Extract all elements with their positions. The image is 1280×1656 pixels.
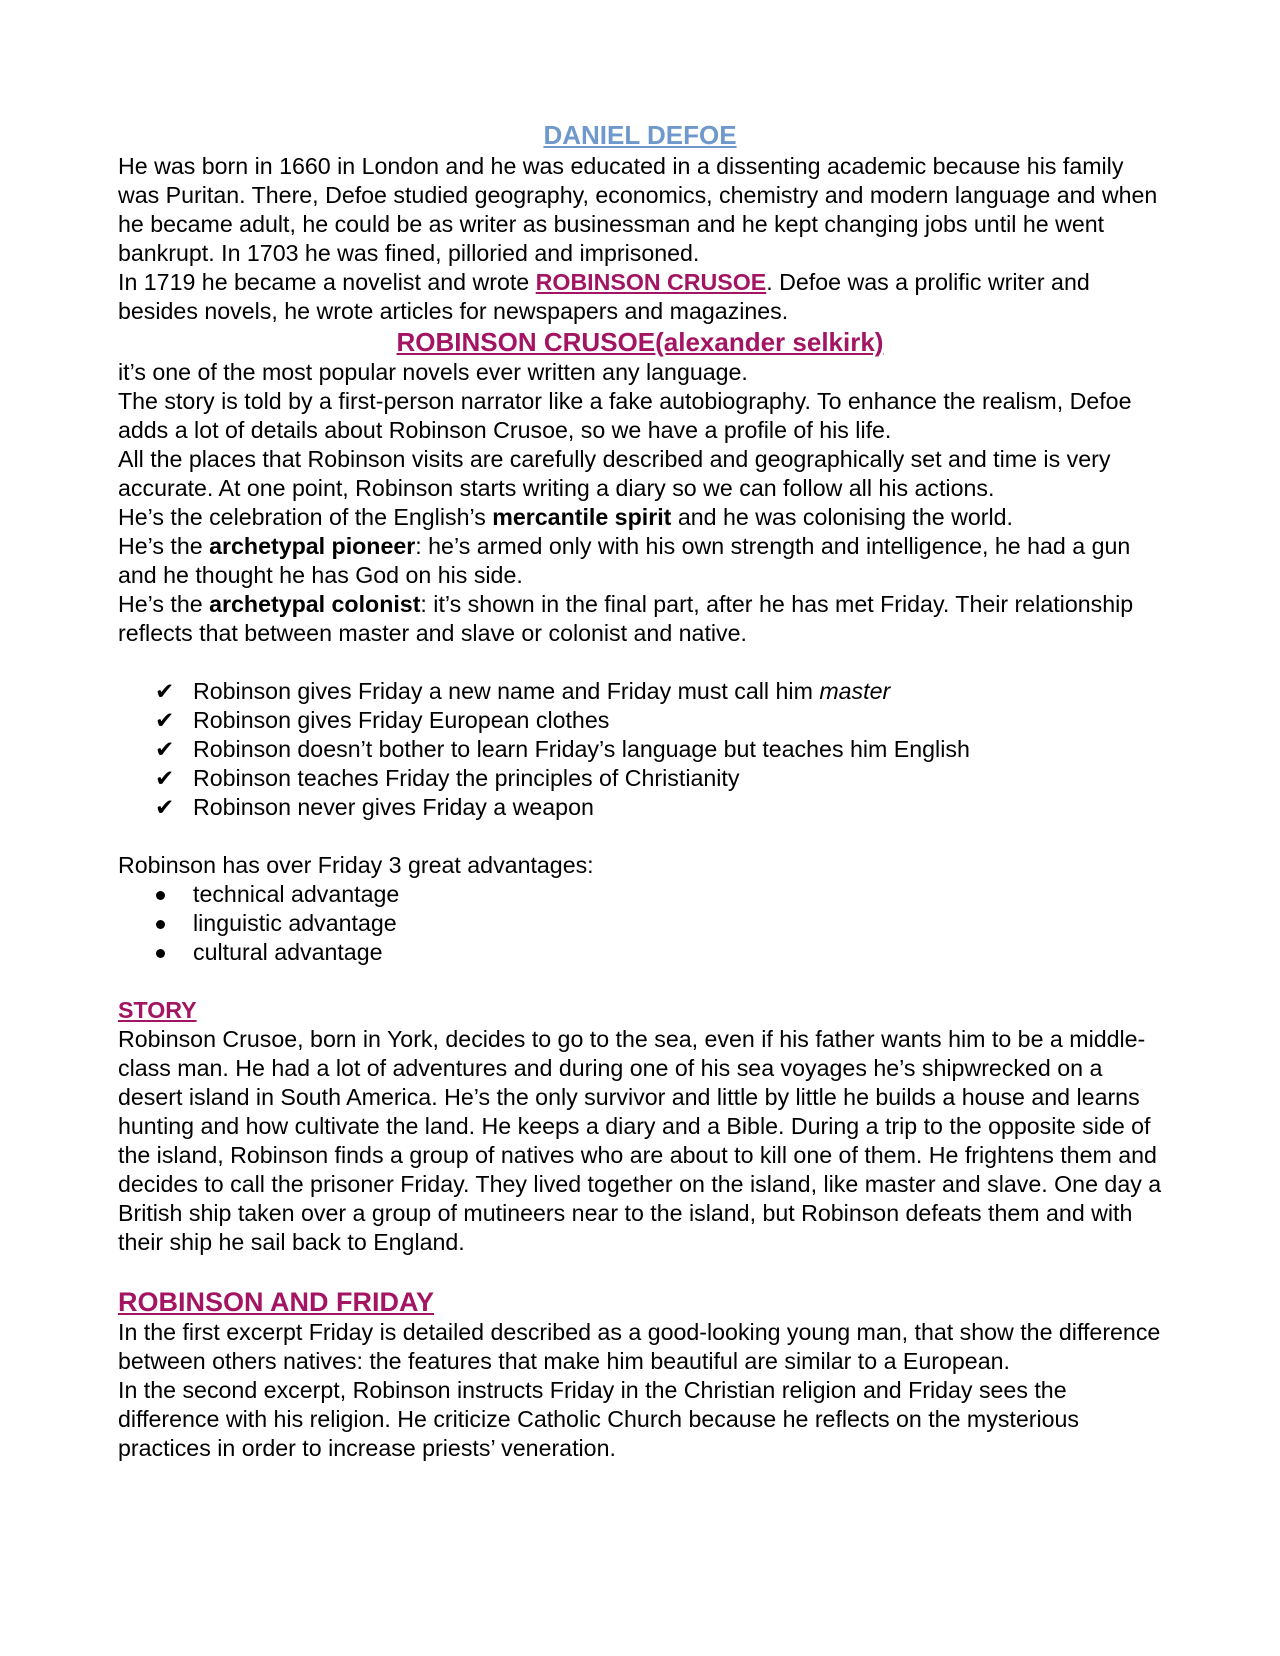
mercantile-spirit-term: mercantile spirit — [492, 504, 672, 530]
checkmark-icon: ✔ — [155, 736, 175, 762]
bullet-icon — [156, 920, 165, 929]
novel-paragraph-5: He’s the archetypal pioneer: he’s armed only with his own strength and intelligence, he had a gun and he thought he has God on his side. — [118, 533, 1131, 588]
advantages-intro: Robinson has over Friday 3 great advantages: — [118, 852, 594, 878]
friday-paragraph-2: In the second excerpt, Robinson instructs Friday in the Christian religion and Friday sees the difference with his religion. He criticize Catholic Church because he reflects on the mysterious practices in order to increase priests’ veneration. — [118, 1377, 1080, 1461]
robinson-crusoe-link[interactable]: ROBINSON CRUSOE — [535, 269, 767, 295]
novel-paragraph-3: All the places that Robinson visits are carefully described and geographically set and time is very accurate. At one point, Robinson starts writing a diary so we can follow all his actions. — [118, 446, 1111, 501]
list-item: ✔ Robinson doesn’t bother to learn Friday’s language but teaches him English — [155, 736, 970, 762]
list-item: technical advantage — [118, 880, 1162, 909]
page-title: DANIEL DEFOE — [543, 120, 737, 150]
spacer — [118, 822, 1162, 851]
archetypal-colonist-term: archetypal colonist — [209, 591, 421, 617]
list-item: linguistic advantage — [118, 909, 1162, 938]
checkmark-icon: ✔ — [155, 678, 175, 704]
list-item: ✔ Robinson gives Friday European clothes — [155, 707, 610, 733]
checkmark-icon: ✔ — [155, 794, 175, 820]
spacer — [118, 1257, 1162, 1286]
robinson-friday-heading: ROBINSON AND FRIDAY — [118, 1287, 435, 1317]
list-item: ✔ Robinson never gives Friday a weapon — [155, 794, 594, 820]
bio-paragraph-2: In 1719 he became a novelist and wrote ROBINSON CRUSOE. Defoe was a prolific writer and besides novels, he wrote articles for newspapers and magazines. — [118, 269, 1090, 324]
story-heading: STORY — [118, 997, 197, 1023]
advantages-list — [118, 880, 1162, 967]
novel-paragraph-4: He’s the celebration of the English’s mercantile spirit and he was colonising the world. — [118, 504, 1013, 530]
novel-heading: ROBINSON CRUSOE(alexander selkirk) — [396, 327, 884, 357]
checkmark-icon: ✔ — [155, 765, 175, 791]
checklist — [118, 677, 1162, 822]
document-page — [118, 118, 1162, 1463]
spacer — [118, 967, 1162, 996]
novel-paragraph-6: He’s the archetypal colonist: it’s shown in the final part, after he has met Friday. Their relationship reflects that between master and slave or colonist and native. — [118, 591, 1134, 646]
friday-paragraph-1: In the first excerpt Friday is detailed described as a good-looking young man, that show the difference between others natives: the features that make him beautiful are similar to a European. — [118, 1319, 1161, 1374]
list-item: cultural advantage — [118, 938, 1162, 967]
story-paragraph: Robinson Crusoe, born in York, decides to go to the sea, even if his father wants him to be a middle-class man. He had a lot of adventures and during one of his sea voyages he’s shipwrecked on a desert island in South America. He’s the only survivor and little by little he builds a house and learns hunting and how cultivate the land. He keeps a diary and a Bible. During a trip to the opposite side of the island, Robinson finds a group of natives who are about to kill one of them. He frightens them and decides to call the prisoner Friday. They lived together on the island, like master and slave. One day a British ship taken over a group of mutineers near to the island, but Robinson defeats them and with their ship he sail back to England. — [118, 1026, 1162, 1255]
bullet-icon — [156, 949, 165, 958]
spacer — [118, 648, 1162, 677]
bio-paragraph-1: He was born in 1660 in London and he was educated in a dissenting academic because his family was Puritan. There, Defoe studied geography, economics, chemistry and modern language and when he became adult, he could be as writer as businessman and he kept changing jobs until he went bankrupt. In 1703 he was fined, pilloried and imprisoned. — [118, 153, 1158, 266]
archetypal-pioneer-term: archetypal pioneer — [209, 533, 416, 559]
novel-paragraph-1: it’s one of the most popular novels ever written any language. — [118, 359, 748, 385]
list-item: ✔ Robinson gives Friday a new name and Friday must call him master — [155, 678, 891, 704]
checkmark-icon: ✔ — [155, 707, 175, 733]
novel-paragraph-2: The story is told by a first-person narrator like a fake autobiography. To enhance the realism, Defoe adds a lot of details about Robinson Crusoe, so we have a profile of his life. — [118, 388, 1132, 443]
bullet-icon — [156, 891, 165, 900]
list-item: ✔ Robinson teaches Friday the principles of Christianity — [155, 765, 740, 791]
